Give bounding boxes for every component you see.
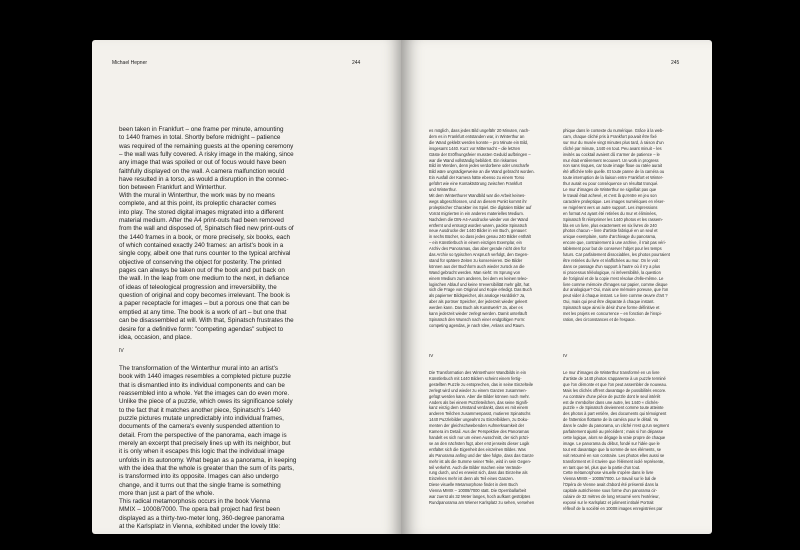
text-line: to 1440 frames in total. Shortly before midnight – patience <box>119 134 281 142</box>
text-line: idea, occasion, and place. <box>119 333 192 341</box>
text-line: en tant que tel, plus que la partie d'un tout. <box>563 464 641 470</box>
text-line: gefügt werden kann. Aber die Bilder können noch mehr. <box>429 393 530 399</box>
text-line: Die Transformation des Winterthurer Wandbilds in ein <box>429 370 527 375</box>
text-line: at the Karlsplatz in Vienna, exhibited under the lovely title: <box>119 523 281 531</box>
text-line: that is dismantled into its individual components and can be <box>119 381 285 389</box>
text-line: tion between Frankfurt and Winterthur. <box>119 184 227 192</box>
german-text-top <box>429 128 563 329</box>
text-line: Vienna MMIX – 10008/7000. Le travail sur le bal de <box>563 476 657 482</box>
text-line: have resulted in a torso, as would a disruption in the connec- <box>119 176 289 184</box>
text-line: detail. From the perspective of the panorama, each image is <box>119 431 287 439</box>
text-line: pages can always be taken out of the book and put back on <box>119 267 285 275</box>
text-line: thur aurait eu pour conséquence un résultat tronqué. <box>563 181 659 187</box>
text-line: est de s'emboîter dans une autre, les 1440 « clichés- <box>563 399 659 405</box>
running-head: Michael Hepner <box>112 60 148 66</box>
text-line: Vorrat migrierten in ein anderes materielles Medium. <box>429 210 524 216</box>
text-line: das Archiv so typischen Anspruch verfolgt, den Gegen- <box>429 252 529 258</box>
text-line: from the wall and disposed of, Spinatsch filed new print-outs of <box>119 225 294 233</box>
text-line: – the wall was fully covered. A risky image in the making, since <box>119 151 294 159</box>
french-section-iv: IV <box>563 353 568 358</box>
text-line: the wall. In the leap from one medium to the next, in defiance <box>119 275 290 283</box>
german-section-iv: IV <box>429 353 434 358</box>
text-line: capitale autrichienne sous forme d'un panorama cir- <box>563 488 658 494</box>
text-line: livre comme mémoire d'images sur papier, comme disque <box>563 281 668 287</box>
text-line: entfaltet sich die Eigenheit des einzelnen Bildes. Was <box>429 446 526 452</box>
text-line: was required of the remaining guests at the opening ceremony <box>119 142 294 150</box>
text-line: proleptischer Charakter ins Spiel. Die digitalen Bilder auf <box>429 204 532 210</box>
text-line: met les projets en concurrence – en fonction de l'inspi- <box>563 311 662 317</box>
text-line: Unlike the piece of a puzzle, which owes its significance solely <box>119 398 293 406</box>
french-text-bottom <box>563 370 703 512</box>
text-line: This radical metamorphosis occurs in the book Vienna <box>119 498 271 505</box>
text-line: photos chacun – livre d'artiste fabriqué en un seul et <box>563 228 658 234</box>
page-number-right: 245 <box>671 60 680 66</box>
section-heading-iv: IV <box>119 348 124 354</box>
text-line: le travail était achevé, et c'est là qu'entre en jeu son <box>563 192 657 198</box>
text-line: into play. The stored digital images migrated into a different <box>119 208 284 216</box>
text-line: been taken in Frankfurt – one frame per minute, amounting <box>119 126 284 133</box>
text-line: werden kann. Das Buch als Kunstwerk? Ja, aber es <box>429 305 523 311</box>
text-line: Ein Ausfall der Kamera hätte ebenso zu einem Torso <box>429 175 525 181</box>
text-line: Spinatsch sape ainsi le désir d'une forme définitive et <box>563 305 660 311</box>
text-line: tablement pour but de conserver l'objet pour les temps <box>563 246 662 252</box>
text-line: se an den nächsten fügt, aber erst jenseits dieser Logik <box>429 440 530 446</box>
text-line: competing agendas, je nach Idee, Anlass und Raum. <box>429 322 525 328</box>
text-line: rung durch, und es erweist sich, dass das Einzelne als <box>429 470 528 476</box>
text-line: cam, chaque cliché pris à Frankfort pouvait être fixé <box>563 133 657 139</box>
left-page <box>92 40 401 534</box>
text-line: peut vider à chaque instant. Le livre comme œuvre d'art ? <box>563 293 668 299</box>
text-line: cette logique, alors se dégage la vraie propre de chaque <box>563 434 666 440</box>
text-line: sur mur du musée vingt minutes plus tard, à raison d'un <box>563 139 664 145</box>
text-line: With the mural in Winterthur, the work was by no means <box>119 192 275 199</box>
text-line: non sans risques, car toute image floue ou ratée aurait <box>563 163 662 169</box>
text-line: ni processus téléologique, ni irréversibilité, la question <box>563 269 661 275</box>
text-line: Anders als bei einem Puzzleteilchen, das seine Signifi- <box>429 399 529 405</box>
text-line: objective of conserving the object for posterity. The printed <box>119 258 282 266</box>
text-line: cliché par minute, 1440 en tout. Peu avant minuit – les <box>563 145 662 151</box>
text-line: wegs abgeschlossen, und an diesem Punkt kommt ihr <box>429 198 527 204</box>
text-line: 1440 Puzzlebilder ungeahnt zu Einzelbildern, zu Doku- <box>429 417 529 423</box>
text-line: toute interruption de la liaison entre Frankfort et Winter- <box>563 175 664 181</box>
text-line: Gäste der Eröffnungsfeier mussten Geduld aufbringen – <box>429 151 531 157</box>
text-line: Vienna MMIX – 10008/7000 statt. Die Opernballarbeit <box>429 488 527 494</box>
text-line: dans ce passage d'un support à l'autre où il n'y a plus <box>563 263 661 269</box>
text-line: war zuerst als 32 Meter langes, hoch aufkant gestülptes <box>429 494 531 500</box>
text-line: transforment et il s'avère que l'élément isolé représente, <box>563 458 665 464</box>
text-line: reassembled into a whole. Yet the images can do even more. <box>119 390 290 398</box>
open-book-spread <box>92 40 712 534</box>
text-line: stand für spätere Zeiten zu konservieren. Die Bilder <box>429 257 523 263</box>
text-line: als Panorama anfing und der Idee folgte, dass das Ganze <box>429 452 534 458</box>
text-line: a paper receptacle for images – but a porous one that can be <box>119 300 290 308</box>
text-line: Einzelnes mehr ist denn als Teil eines Ganzen. <box>429 476 514 482</box>
text-line: can be disassembled at will. With that, Spinatsch frustrates the <box>119 317 294 325</box>
text-line: entfernt und entsorgt worden waren, packte Spinatsch <box>429 222 528 228</box>
text-line: complete, and at this point, its proleptic character comes <box>119 200 277 208</box>
text-line: book with 1440 images resembles a completed picture puzzle <box>119 373 291 381</box>
text-line: menten der gleichschwebenden Aufmerksamkeit der <box>429 423 525 429</box>
text-line: été affichée telle quelle. Et toute panne de la caméra ou <box>563 169 665 175</box>
text-line: l'Opéra de Vienne avait d'abord été présenté dans la <box>563 482 659 488</box>
text-line: Bild wäre ungnädigerweise an die Wand gebracht worden. <box>429 169 535 175</box>
english-paragraph-4 <box>119 498 395 531</box>
text-line: einem Medium zum anderen, bei dem es keinen teleo- <box>429 275 528 281</box>
text-line: image. Le panorama du début, fondé sur l'idée que le <box>563 440 660 446</box>
text-line: Archiv des Panoramas, das aber gerade nicht den für <box>429 246 526 252</box>
german-text-bottom <box>429 370 563 506</box>
text-line: caractère proleptique. Les images numériques en réser- <box>563 198 665 204</box>
text-line: dans le cadre du panorama, un cliché n'est qu'un segment <box>563 423 669 429</box>
text-line: logischen Ablauf und keine Irreversibilität mehr gibt, hat <box>429 281 530 287</box>
text-line: single copy, albeit one that runs counter to the typical archival <box>119 250 291 258</box>
text-line: phique dans le contexte du numérique. Grâce à la web- <box>563 128 664 133</box>
text-line: the 1440 frames in a book, or more precisely, six books, each <box>119 233 291 241</box>
text-line: être retirées du livre et réaffichées au mur. On le voit : <box>563 257 661 263</box>
text-line: with the idea that the whole is greater than the sum of its parts, <box>119 465 295 473</box>
english-paragraph-1 <box>119 126 395 193</box>
text-line: more than just a part of the whole. <box>119 490 215 498</box>
text-line: question of original and copy becomes irrelevant. The book is <box>119 292 291 300</box>
text-line: of which contained exactly 240 frames: an artist's book in a <box>119 242 284 250</box>
text-line: The transformation of the Winterthur mural into an artist's <box>119 365 279 372</box>
text-line: culaire de 32 mètres de long retourné vers l'extérieur, <box>563 494 660 500</box>
text-line: réflexif de la société en 10008 images enregistrées par <box>563 505 663 511</box>
text-line: die Wand geklebt werden konnte – pro Minute ein Bild, <box>429 139 529 145</box>
text-line: sich die Frage von Original und Kopie erledigt. Das Buch <box>429 287 532 293</box>
text-line: mehr ist als die Summe seiner Teile, wird in sein Gegen- <box>429 458 532 464</box>
text-line: unfolds in its autonomy. What began as a panorama, in keeping <box>119 456 297 464</box>
text-line: geführt wie eine Kontaktstörung zwischen Frankfurt <box>429 181 523 187</box>
text-line: handelt es sich nur um einen Ausschnitt, der sich präzi- <box>429 434 530 440</box>
text-line: exposé sur le Karlsplatz et joliment intitulé Portrait <box>563 499 654 505</box>
text-line: documents of the camera's evenly suspended attention to <box>119 423 280 431</box>
text-line: Oui, mais qui peut être disparate à chaque instant. <box>563 299 655 305</box>
text-line: faithfully displayed on the wall. A camera malfunction would <box>119 167 285 175</box>
text-line: MMIX – 10008/7000. The opera ball project had first been <box>119 506 280 514</box>
text-line: Au contraire d'une pièce de puzzle dont le seul intérêt <box>563 393 661 399</box>
text-line: en format A4 ayant été retirées du mur et éliminées, <box>563 210 657 216</box>
text-line: encore que, contrairement à une archive, il n'ait pas véri- <box>563 240 666 246</box>
text-line: de l'original et de la copie n'est résolue d'elle-même. Le <box>563 275 664 281</box>
text-line: kanz einzig dem Umstand verdankt, dass es mit einem <box>429 405 529 411</box>
text-line: merely an excerpt that precisely lines up with its neighbor, but <box>119 440 291 448</box>
text-line: – ein Künstlerbuch in einem einzigen Exemplar, ein <box>429 240 522 246</box>
text-line: kann jederzeit wieder zerlegt werden. Damit unterläuft <box>429 311 527 317</box>
text-line: des photos à part entière, des documents qui témoignent <box>563 411 667 417</box>
text-line: Diese visuelle Metamorphose findet in dem Buch <box>429 482 518 488</box>
text-line: insgesamt 1440. Kurz vor Mitternacht – die letzten <box>429 145 521 151</box>
text-line: Spinatsch fit réimprimer les 1440 photos et les rassem- <box>563 216 663 222</box>
text-line: teil verkehrt. Auch die Bilder machen eine Verände- <box>429 464 523 470</box>
text-line: dem es in Frankfurt entstanden war, in Winterthur an <box>429 133 525 139</box>
text-line: any image that was spoiled or out of focus would have been <box>119 159 286 167</box>
text-line: Le mur d'images de Winterthur transformé en un livre <box>563 370 660 375</box>
text-line: war die Wand vollständig bebildert. Ein riskantes <box>429 157 517 163</box>
french-text-top <box>563 128 703 323</box>
text-line: Mais les clichés offrent davantage de possibilités encore. <box>563 387 667 393</box>
text-line: Nachdem die DIN-A4-Ausdrucke wieder von der Wand <box>429 216 529 222</box>
text-line: gestellten Puzzle zu entsprechen, das in seine Einzelteile <box>429 381 533 387</box>
text-line: is transformed into its opposite. Images can also undergo <box>119 473 279 481</box>
text-line: material medium. After the A4 print-outs had been removed <box>119 217 284 225</box>
text-line: Cette métamorphose visuelle s'opère dans le livre <box>563 470 654 476</box>
text-line: d'artiste de 1440 photos s'apparente à un puzzle terminé <box>563 375 666 381</box>
text-line: Mit dem Winterthurer Wandbild war die Arbeit keines- <box>429 192 526 198</box>
text-line: desire for a definitive form: "competing agendas" subject to <box>119 325 284 333</box>
english-paragraph-2 <box>119 192 395 342</box>
text-line: it is only when it escapes this logic that the individual image <box>119 448 285 456</box>
text-line: puzzle » de Spinatsch deviennent comme toute atteinte <box>563 405 664 411</box>
text-line: als papierner Bildspeicher, als analoge Harddisk? Ja, <box>429 293 526 299</box>
english-paragraph-3 <box>119 365 395 499</box>
text-line: dur analogique? Oui, mais une mémoire poreuse, que l'on <box>563 287 669 293</box>
text-line: ration, des circonstances et de l'espace. <box>563 317 636 322</box>
text-line: tout est davantage que la somme de ses éléments, se <box>563 446 662 452</box>
text-line: to the fact that it matches another piece, Spinatsch's 1440 <box>119 406 281 414</box>
text-line: parfaitement ajusté au précédent ; mais si l'on dépasse <box>563 429 663 435</box>
text-line: unique exemplaire, sorte d'archivage du panorama, <box>563 234 657 240</box>
text-line: anderen Teilchen zusammenpasst, mutieren Spinatschs <box>429 411 531 417</box>
text-line: können aus der Buchform auch wieder zurück an die <box>429 263 525 269</box>
text-line: Spinatsch den Wunsch nach einer endgültigen Form: <box>429 317 526 322</box>
text-line: neue Ausdrucke der 1440 Bilder in ein Buch, genauer: <box>429 228 528 234</box>
text-line: Kamera im Detail. Aus der Perspektive des Panoramas <box>429 429 529 435</box>
text-line: in sechs Bücher, so dass jedes genau 240 Bilder enthält <box>429 234 531 240</box>
text-line: que l'on démonte et que l'on peut assembler de nouveau. <box>563 381 667 387</box>
text-line: displayed as a thirty-two-meter long, 360-degree panorama <box>119 514 285 522</box>
text-line: ve migrèrent vers un autre support. Les impressions <box>563 204 658 210</box>
text-line: futurs. Car parfaitement dissociables, les photos pourraient <box>563 252 670 258</box>
page-number-left: 244 <box>352 60 361 66</box>
text-line: zerlegt wird und wieder zu einem Ganzen zusammen- <box>429 387 527 393</box>
text-line: Künstlerbuch mit 1440 Bildern scheint einem fertig- <box>429 375 522 381</box>
text-line: Rundpanorama am Wiener Karlsplatz zu sehen, versehen <box>429 499 535 505</box>
text-line: of ideas of teleological progression and irreversibility, the <box>119 283 277 291</box>
text-line: Wand gebracht werden. Man sieht: Im Sprung von <box>429 269 521 275</box>
text-line: und Winterthur. <box>429 187 457 193</box>
text-line: de l'attention flottante de la caméra pour le détail. Vu <box>563 417 659 423</box>
text-line: bla en un livre, plus exactement en six livres de 240 <box>563 222 657 228</box>
right-page <box>401 40 712 534</box>
text-line: emptied at any time. The book is a work of art – but one that <box>119 308 287 316</box>
text-line: es möglich, dass jedes Bild ungefähr 20 Minuten, nach- <box>429 128 530 133</box>
text-line: puzzle pictures mutate unpredictably into individual frames, <box>119 415 284 423</box>
text-line: change, and it turns out that the single frame is something <box>119 481 281 489</box>
text-line: Bild im Werden, denn jedes verdorbene oder unscharfe <box>429 163 530 169</box>
text-line: Le mur d'images de Winterthur ne signifiait pas que <box>563 187 657 193</box>
text-line: aber als poröser Speicher, der jederzeit wieder geleert <box>429 299 528 305</box>
text-line: mur était entièrement recouvert. Un work in progress <box>563 157 659 163</box>
text-line: voit retourné en son contraire. Les photos elles aussi se <box>563 452 665 458</box>
text-line: invités au cocktail avaient dû s'armer de patience – le <box>563 151 660 157</box>
